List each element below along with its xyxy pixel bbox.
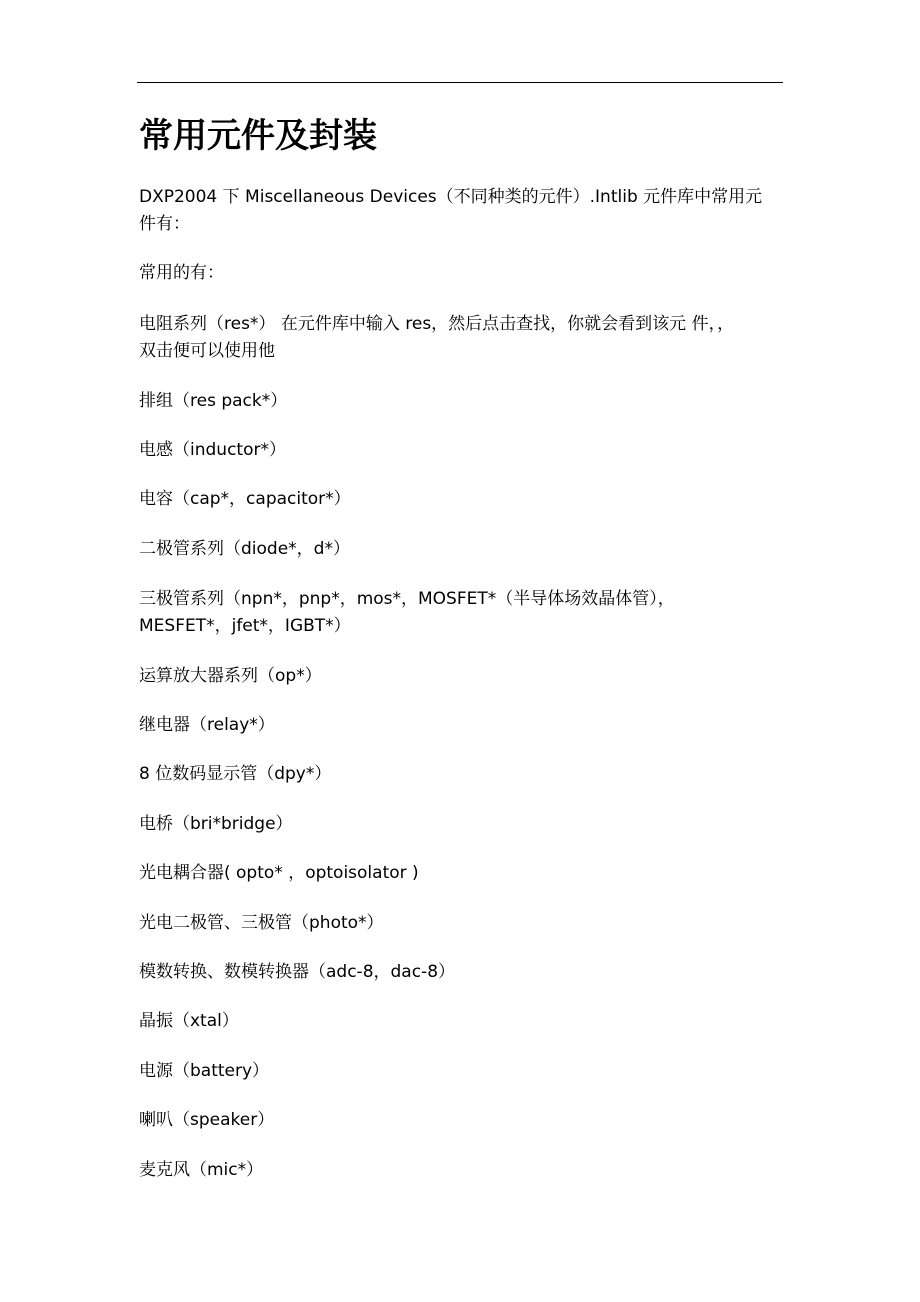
resistor-paragraph bbox=[139, 311, 789, 365]
transistor-line-2: MESFET*，jfet*，IGBT*） bbox=[139, 616, 351, 636]
list-item: 8 位数码显示管（dpy*） bbox=[139, 764, 332, 784]
resistor-line-1: 电阻系列（res*） 在元件库中输入 res，然后点击查找，你就会看到该元 件，， bbox=[139, 314, 735, 334]
list-item: 排组（res pack*） bbox=[139, 391, 288, 411]
list-item: 电桥（bri*bridge） bbox=[139, 814, 293, 834]
list-item: 光电二极管、三极管（photo*） bbox=[139, 913, 384, 933]
list-item: 模数转换、数模转换器（adc-8，dac-8） bbox=[139, 962, 456, 982]
list-item: 继电器（relay*） bbox=[139, 715, 275, 735]
list-item: 光电耦合器( opto* ，optoisolator ) bbox=[139, 863, 419, 883]
header-rule bbox=[137, 82, 783, 83]
intro-paragraph bbox=[139, 184, 789, 238]
common-heading: 常用的有： bbox=[139, 263, 224, 283]
transistor-paragraph bbox=[139, 586, 789, 640]
list-item: 麦克风（mic*） bbox=[139, 1160, 264, 1180]
resistor-line-2: 双击便可以使用他 bbox=[139, 341, 275, 361]
list-item: 运算放大器系列（op*） bbox=[139, 666, 322, 686]
list-item: 喇叭（speaker） bbox=[139, 1110, 275, 1130]
list-item: 电感（inductor*） bbox=[139, 440, 286, 460]
list-item: 二极管系列（diode*，d*） bbox=[139, 539, 350, 559]
transistor-line-1: 三极管系列（npn*，pnp*，mos*，MOSFET*（半导体场效晶体管）， bbox=[139, 589, 675, 609]
list-item: 电源（battery） bbox=[139, 1061, 270, 1081]
intro-line-2: 件有： bbox=[139, 214, 190, 234]
intro-line-1: DXP2004 下 Miscellaneous Devices（不同种类的元件）.Intlib 元件库中常用元 bbox=[139, 187, 763, 207]
list-item: 电容（cap*，capacitor*） bbox=[139, 489, 351, 509]
list-item: 晶振（xtal） bbox=[139, 1011, 239, 1031]
document-title: 常用元件及封装 bbox=[139, 116, 377, 156]
